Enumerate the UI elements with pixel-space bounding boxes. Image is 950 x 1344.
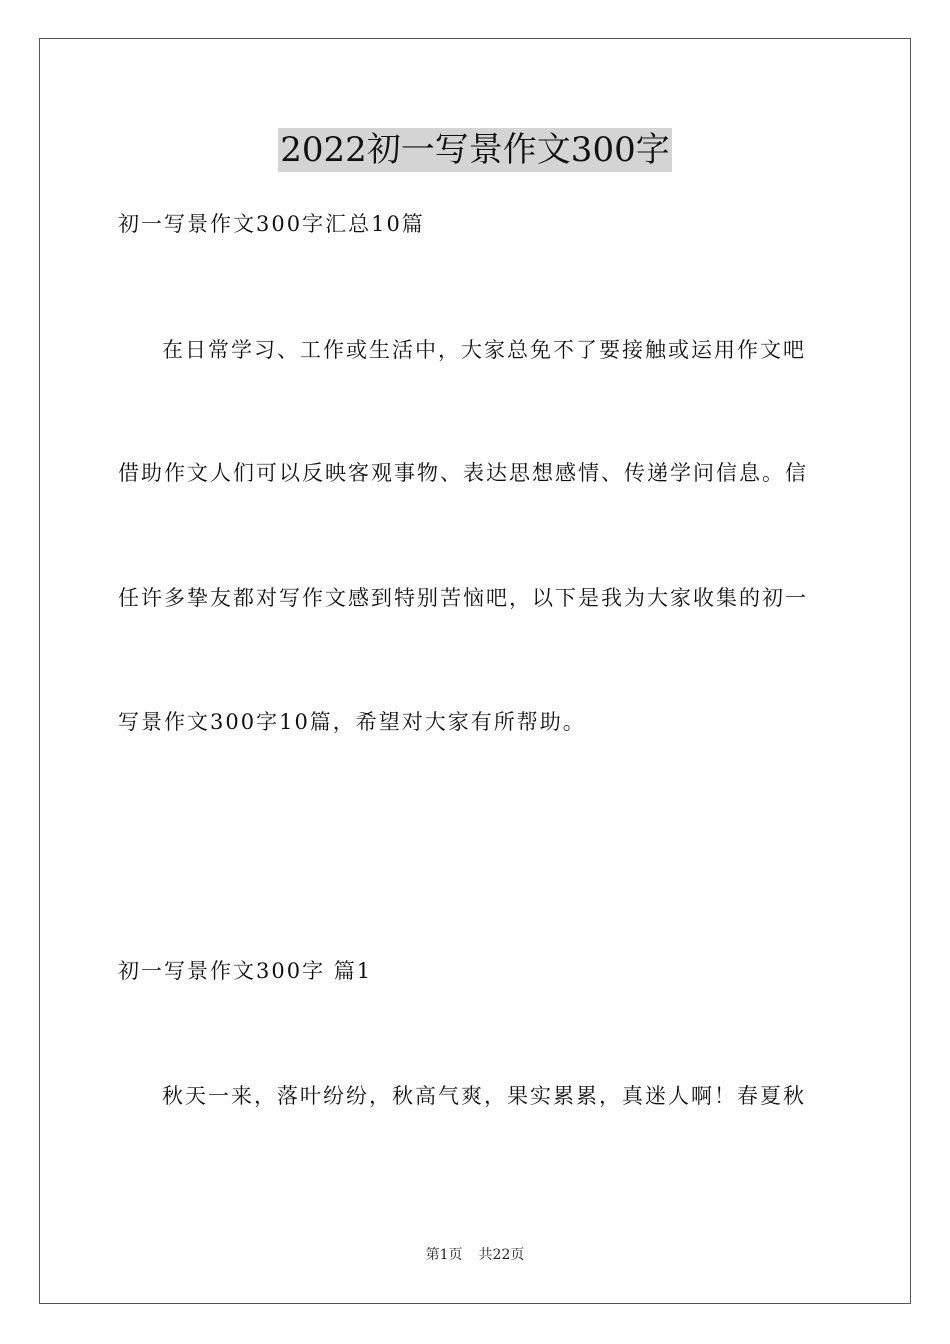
page-total: 共22页 — [478, 1247, 525, 1263]
document-title-wrap — [0, 128, 950, 172]
intro-line-1: 在日常学习、工作或生活中，大家总免不了要接触或运用作文吧 — [162, 338, 806, 362]
document-subtitle: 初一写景作文300字汇总10篇 — [118, 212, 425, 236]
intro-line-4: 写景作文300字10篇，希望对大家有所帮助。 — [118, 710, 586, 734]
intro-line-3: 任许多挚友都对写作文感到特别苦恼吧，以下是我为大家收集的初一 — [118, 586, 808, 610]
page-footer — [0, 1246, 950, 1264]
page-number: 第1页 — [425, 1247, 463, 1263]
section-heading: 初一写景作文300字 篇1 — [118, 959, 373, 983]
section-line-1: 秋天一来，落叶纷纷，秋高气爽，果实累累，真迷人啊！春夏秋 — [162, 1084, 806, 1108]
intro-line-2: 借助作文人们可以反映客观事物、表达思想感情、传递学问信息。信 — [118, 461, 808, 485]
document-title: 2022初一写景作文300字 — [280, 130, 670, 170]
